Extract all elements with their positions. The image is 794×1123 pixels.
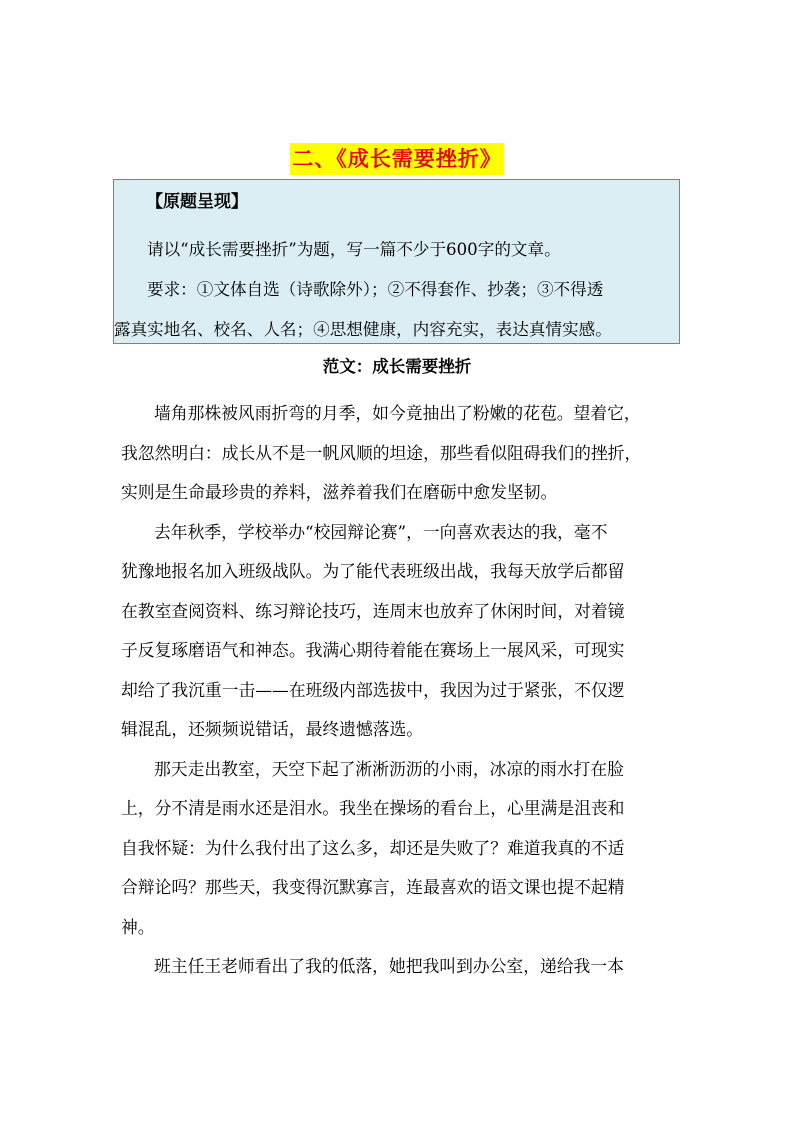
essay-line: 自我怀疑：为什么我付出了这么多，却还是失败了？难道我真的不适 [121, 837, 625, 858]
essay-line: 我忽然明白：成长从不是一帆风顺的坦途，那些看似阻碍我们的挫折， [121, 442, 642, 463]
prompt-heading: 【原题呈现】 [146, 192, 248, 212]
essay-line: 子反复琢磨语气和神态。我满心期待着能在赛场上一展风采，可现实 [121, 640, 625, 660]
prompt-line: 露真实地名、校名、人名；④思想健康，内容充实，表达真情实感。 [114, 320, 612, 339]
essay-line: 却给了我沉重一击——在班级内部选拔中，我因为过于紧张，不仅逻 [121, 679, 625, 700]
essay-line: 那天走出教室，天空下起了淅淅沥沥的小雨，冰凉的雨水打在脸 [154, 758, 624, 779]
essay-line: 犹豫地报名加入班级战队。为了能代表班级出战，我每天放学后都留 [121, 561, 625, 581]
prompt-box [113, 179, 680, 344]
essay-line: 神。 [121, 916, 155, 937]
prompt-line: 请以“成长需要挫折”为题，写一篇不少于600字的文章。 [147, 240, 561, 259]
essay-line: 班主任王老师看出了我的低落，她把我叫到办公室，递给我一本 [154, 956, 624, 976]
essay-line: 墙角那株被风雨折弯的月季，如今竟抽出了粉嫩的花苞。望着它， [154, 403, 641, 423]
essay-line: 合辩论吗？那些天，我变得沉默寡言，连最喜欢的语文课也提不起精 [121, 877, 625, 897]
essay-line: 去年秋季，学校举办“校园辩论赛”，一向喜欢表达的我，毫不 [154, 521, 608, 542]
essay-line: 在教室查阅资料、练习辩论技巧，连周末也放弃了休闲时间，对着镜 [121, 600, 625, 621]
essay-title: 范文：成长需要挫折 [322, 357, 472, 376]
essay-line: 辑混乱，还频频说错话，最终遗憾落选。 [121, 719, 424, 739]
essay-line: 上，分不清是雨水还是泪水。我坐在操场的看台上，心里满是沮丧和 [121, 798, 625, 818]
section-title: 二、《成长需要挫折》 [290, 143, 504, 175]
section-title-wrap [0, 143, 794, 175]
essay-body [121, 394, 676, 987]
prompt-text [114, 230, 681, 350]
essay-line: 实则是生命最珍贵的养料，滋养着我们在磨砺中愈发坚韧。 [121, 482, 558, 502]
prompt-line: 要求：①文体自选（诗歌除外）；②不得套作、抄袭；③不得透 [147, 280, 604, 299]
